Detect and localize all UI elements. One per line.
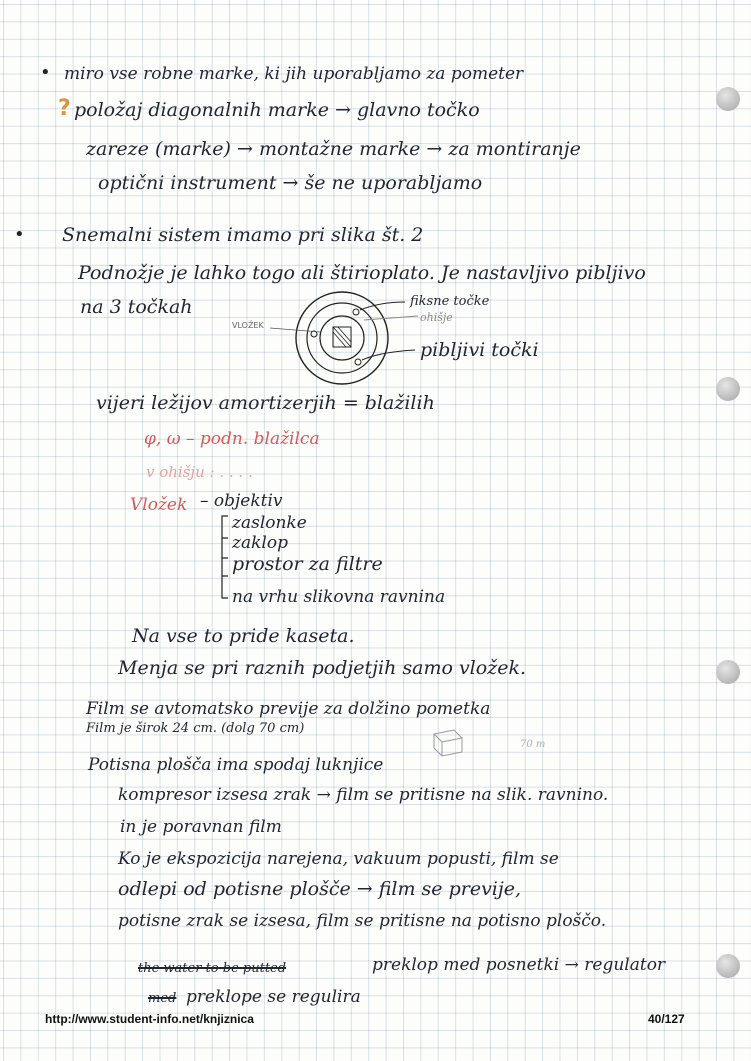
note-line: Film se avtomatsko previje za dolžino pometka bbox=[86, 699, 491, 719]
note-line: zaslonke bbox=[232, 513, 307, 533]
note-line: Podnožje je lahko togo ali štirioplato. Je nastavljivo pibljivo bbox=[78, 262, 646, 284]
note-line: miro vse robne marke, ki jih uporabljamo za pometer bbox=[64, 64, 524, 84]
note-line-red: φ, ω – podn. blažilca bbox=[144, 429, 320, 449]
note-line: odlepi od potisne plošče → film se previje, bbox=[118, 878, 522, 900]
footer-url: http://www.student-info.net/knjiznica bbox=[45, 1012, 254, 1026]
note-line: Potisna plošča ima spodaj luknjice bbox=[88, 755, 384, 775]
binder-hole bbox=[716, 377, 740, 401]
note-line-faint: 70 m bbox=[520, 739, 546, 750]
note-line-red: Vložek bbox=[130, 495, 188, 515]
diagram-label-pibljivi: pibljivi točki bbox=[420, 339, 539, 361]
diagram-label-fiksne: fiksne točke bbox=[410, 294, 490, 309]
note-line: optični instrument → še ne uporabljamo bbox=[98, 172, 483, 194]
note-line: zareze (marke) → montažne marke → za montiranje bbox=[86, 138, 581, 160]
binder-hole bbox=[716, 660, 740, 684]
note-line: na 3 točkah bbox=[80, 296, 193, 318]
note-line: vijeri ležijov amortizerjih = blažilih bbox=[96, 392, 435, 414]
diagram-label-vlozek: VLOŽEK bbox=[232, 321, 264, 330]
footer-page-number: 40/127 bbox=[648, 1012, 685, 1026]
binder-hole bbox=[716, 954, 740, 978]
note-line: kompresor izsesa zrak → film se pritisne na slik. ravnino. bbox=[118, 785, 609, 805]
film-roll-sketch bbox=[428, 724, 468, 758]
list-bracket bbox=[218, 510, 232, 605]
note-line: in je poravnan film bbox=[120, 817, 282, 837]
note-line: Snemalni sistem imamo pri slika št. 2 bbox=[62, 224, 424, 246]
note-line: Film je širok 24 cm. (dolg 70 cm) bbox=[86, 721, 305, 736]
binder-hole bbox=[716, 87, 740, 111]
note-line: položaj diagonalnih marke → glavno točko bbox=[74, 99, 480, 121]
note-line: Ko je ekspozicija narejena, vakuum popusti, film se bbox=[118, 849, 559, 869]
note-line: preklope se regulira bbox=[186, 987, 361, 1007]
note-line-red: v ohišju : . . . . bbox=[146, 463, 253, 481]
diagram-label-ohisje: ohišje bbox=[420, 311, 453, 324]
question-mark: ? bbox=[58, 96, 71, 121]
struck-text: the water to be putted bbox=[138, 961, 287, 976]
note-line: na vrhu slikovna ravnina bbox=[232, 587, 446, 607]
note-line: potisne zrak se izsesa, film se pritisne na potisno ploščo. bbox=[118, 911, 607, 931]
struck-text: med bbox=[148, 991, 177, 1006]
note-line: preklop med posnetki → regulator bbox=[372, 955, 666, 975]
bullet-dot: • bbox=[40, 62, 51, 83]
note-line: Na vse to pride kaseta. bbox=[132, 625, 355, 647]
note-line: – objektiv bbox=[200, 491, 283, 511]
bullet-dot: • bbox=[14, 224, 25, 245]
note-line: zaklop bbox=[232, 533, 288, 553]
note-line: prostor za filtre bbox=[232, 553, 383, 575]
note-line: Menja se pri raznih podjetjih samo vložek. bbox=[118, 657, 527, 679]
